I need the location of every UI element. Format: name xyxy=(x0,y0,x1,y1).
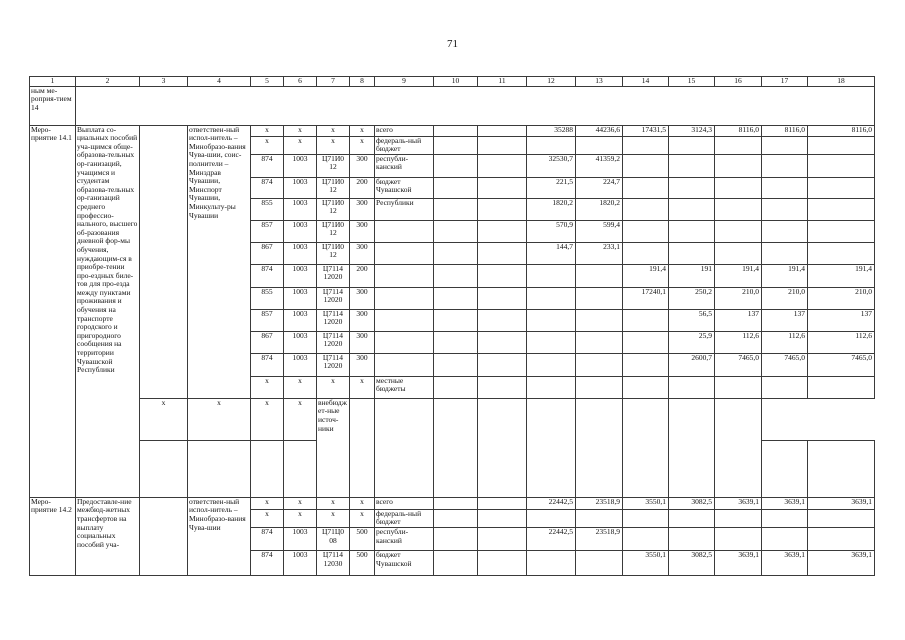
table-cell xyxy=(434,220,478,242)
column-number-14: 14 xyxy=(623,77,669,87)
table-cell: 8116,0 xyxy=(715,125,762,136)
table-cell xyxy=(623,198,669,220)
table-cell xyxy=(623,309,669,331)
table-cell: 855 xyxy=(251,198,284,220)
table-cell xyxy=(188,440,251,497)
table-cell: 570,9 xyxy=(527,220,576,242)
table-cell: Ц7114 12020 xyxy=(317,353,350,376)
table-cell: бюджет Чувашской xyxy=(375,550,434,575)
table-cell: всего xyxy=(375,125,434,136)
budget-table xyxy=(29,76,875,576)
table-cell: 3639,1 xyxy=(808,497,875,509)
table-cell xyxy=(478,309,527,331)
table-cell: 41359,2 xyxy=(576,154,623,177)
table-cell xyxy=(669,220,715,242)
table-cell xyxy=(762,220,808,242)
table-cell xyxy=(576,331,623,353)
table-cell xyxy=(375,398,434,497)
table-cell xyxy=(669,198,715,220)
table-cell: 221,5 xyxy=(527,177,576,198)
column-number-13: 13 xyxy=(576,77,623,87)
table-cell: 874 xyxy=(251,264,284,287)
table-cell xyxy=(478,398,527,497)
table-cell: x xyxy=(350,497,375,509)
table-cell: 300 xyxy=(350,154,375,177)
table-cell xyxy=(527,398,576,497)
table-cell: x xyxy=(188,398,251,440)
column-number-17: 17 xyxy=(762,77,808,87)
table-cell xyxy=(715,177,762,198)
table-cell xyxy=(434,497,478,509)
table-cell xyxy=(715,376,762,398)
table-cell xyxy=(478,331,527,353)
table-cell xyxy=(669,242,715,264)
table-cell: Ц71И0 12 xyxy=(317,154,350,177)
table-cell xyxy=(434,136,478,154)
table-cell: Ц7114 12020 xyxy=(317,287,350,309)
table-cell xyxy=(478,353,527,376)
column-number-10: 10 xyxy=(434,77,478,87)
table-cell: 112,6 xyxy=(715,331,762,353)
table-cell: Ц71Ц0 08 xyxy=(317,527,350,550)
table-cell: 200 xyxy=(350,264,375,287)
table-cell: федераль-ный бюджет xyxy=(375,509,434,527)
table-cell xyxy=(434,198,478,220)
table-cell: 855 xyxy=(251,287,284,309)
table-cell xyxy=(434,309,478,331)
table-cell xyxy=(140,497,188,575)
table-cell: ответствен-ный испол-нитель – Минобразо-вания Чува-шии xyxy=(188,497,251,575)
table-cell xyxy=(478,154,527,177)
table-cell: 8116,0 xyxy=(808,125,875,136)
table-cell: 1003 xyxy=(284,198,317,220)
table-cell: 300 xyxy=(350,220,375,242)
table-cell: 3082,5 xyxy=(669,497,715,509)
table-body xyxy=(30,77,875,576)
table-cell xyxy=(527,550,576,575)
table-cell: 8116,0 xyxy=(762,125,808,136)
table-cell xyxy=(808,509,875,527)
table-cell: 300 xyxy=(350,353,375,376)
table-cell: 22442,5 xyxy=(527,497,576,509)
table-cell: 3639,1 xyxy=(762,497,808,509)
table-cell: 874 xyxy=(251,177,284,198)
table-cell xyxy=(715,242,762,264)
table-cell: 874 xyxy=(251,154,284,177)
table-cell: 1820,2 xyxy=(527,198,576,220)
table-cell: 137 xyxy=(808,309,875,331)
table-cell xyxy=(434,353,478,376)
table-cell: 857 xyxy=(251,220,284,242)
table-cell: 1003 xyxy=(284,309,317,331)
table-cell: федераль-ный бюджет xyxy=(375,136,434,154)
table-cell: 857 xyxy=(251,309,284,331)
table-cell xyxy=(434,398,478,497)
table-cell: 500 xyxy=(350,527,375,550)
table-cell xyxy=(576,309,623,331)
table-cell xyxy=(76,86,875,125)
table-cell: 23518,9 xyxy=(576,497,623,509)
table-cell xyxy=(434,376,478,398)
table-cell xyxy=(623,509,669,527)
table-cell xyxy=(527,509,576,527)
table-cell: 1003 xyxy=(284,550,317,575)
table-cell: x xyxy=(317,497,350,509)
table-cell: x xyxy=(284,509,317,527)
table-cell xyxy=(669,177,715,198)
table-cell: внебюджет-ные источ-ники xyxy=(317,398,350,497)
table-cell xyxy=(375,220,434,242)
table-cell xyxy=(478,242,527,264)
table-cell xyxy=(669,527,715,550)
table-cell xyxy=(715,509,762,527)
table-cell: 210,0 xyxy=(808,287,875,309)
table-cell: 191,4 xyxy=(762,264,808,287)
table-cell: всего xyxy=(375,497,434,509)
table-cell: x xyxy=(140,398,188,440)
table-cell xyxy=(762,509,808,527)
table-cell xyxy=(434,242,478,264)
table-cell xyxy=(715,198,762,220)
column-number-3: 3 xyxy=(140,77,188,87)
table-cell xyxy=(762,440,808,497)
table-cell: 1003 xyxy=(284,287,317,309)
table-cell: Предоставле-ние межбюд-жетных трансфертов на выплату социальных пособий уча- xyxy=(76,497,140,575)
table-cell xyxy=(434,287,478,309)
table-cell: x xyxy=(284,398,317,440)
table-cell: Ц7114 12020 xyxy=(317,331,350,353)
table-cell xyxy=(576,136,623,154)
table-cell xyxy=(669,136,715,154)
table-row xyxy=(30,497,875,509)
table-cell xyxy=(434,509,478,527)
table-cell: 3639,1 xyxy=(808,550,875,575)
table-cell xyxy=(808,177,875,198)
table-cell: Меро-приятие 14.2 xyxy=(30,497,76,575)
table-cell xyxy=(527,264,576,287)
table-cell: Ц7114 12030 xyxy=(317,550,350,575)
table-cell: Ц71И0 12 xyxy=(317,220,350,242)
table-cell: 200 xyxy=(350,177,375,198)
table-cell xyxy=(623,154,669,177)
column-number-7: 7 xyxy=(317,77,350,87)
table-cell xyxy=(375,242,434,264)
table-cell xyxy=(478,550,527,575)
table-cell: 3639,1 xyxy=(762,550,808,575)
table-cell xyxy=(140,125,188,398)
table-cell xyxy=(576,398,623,497)
table-cell: 300 xyxy=(350,287,375,309)
table-cell xyxy=(375,264,434,287)
table-cell: 44236,6 xyxy=(576,125,623,136)
table-row xyxy=(30,398,875,440)
table-cell: местные бюджеты xyxy=(375,376,434,398)
table-cell: ответствен-ный испол-нитель – Минобразо-вания Чува-шии, соис-полнители – Минздрав Чувашии, Минспорт Чувашии, Минкульту-ры Чувашии xyxy=(188,125,251,398)
table-cell xyxy=(434,154,478,177)
table-cell xyxy=(715,527,762,550)
table-cell: 7465,0 xyxy=(762,353,808,376)
table-cell: 112,6 xyxy=(762,331,808,353)
table-cell: ным ме-роприя-тием 14 xyxy=(30,86,76,125)
table-cell xyxy=(576,264,623,287)
table-cell xyxy=(808,242,875,264)
table-cell: Ц7114 12020 xyxy=(317,264,350,287)
column-number-5: 5 xyxy=(251,77,284,87)
table-cell xyxy=(808,154,875,177)
budget-table-container xyxy=(29,76,874,572)
table-cell: 144,7 xyxy=(527,242,576,264)
table-cell xyxy=(434,177,478,198)
table-cell: 191,4 xyxy=(715,264,762,287)
table-cell xyxy=(375,353,434,376)
table-cell xyxy=(669,509,715,527)
table-cell: 874 xyxy=(251,353,284,376)
table-cell: Ц7114 12020 xyxy=(317,309,350,331)
table-cell xyxy=(576,509,623,527)
table-cell: 191 xyxy=(669,264,715,287)
table-cell: 17431,5 xyxy=(623,125,669,136)
table-cell xyxy=(808,527,875,550)
table-cell xyxy=(762,154,808,177)
table-cell: 1003 xyxy=(284,353,317,376)
table-cell xyxy=(762,177,808,198)
table-cell xyxy=(478,497,527,509)
table-cell: 112,6 xyxy=(808,331,875,353)
table-cell xyxy=(251,440,284,497)
table-cell xyxy=(434,331,478,353)
table-row xyxy=(30,125,875,136)
table-cell: 3550,1 xyxy=(623,550,669,575)
table-cell xyxy=(623,242,669,264)
table-cell: x xyxy=(251,376,284,398)
table-cell xyxy=(808,220,875,242)
table-cell: 1003 xyxy=(284,527,317,550)
table-cell: x xyxy=(350,136,375,154)
table-cell xyxy=(375,331,434,353)
table-cell xyxy=(669,398,715,497)
table-cell xyxy=(623,527,669,550)
column-number-18: 18 xyxy=(808,77,875,87)
table-cell: 191,4 xyxy=(623,264,669,287)
table-cell xyxy=(478,220,527,242)
table-cell: x xyxy=(317,125,350,136)
table-cell xyxy=(762,242,808,264)
column-number-15: 15 xyxy=(669,77,715,87)
table-cell xyxy=(478,177,527,198)
table-cell: республи-канский xyxy=(375,527,434,550)
table-cell: x xyxy=(284,136,317,154)
column-number-4: 4 xyxy=(188,77,251,87)
table-cell xyxy=(623,177,669,198)
table-cell: 137 xyxy=(762,309,808,331)
table-cell: 25,9 xyxy=(669,331,715,353)
table-cell xyxy=(140,440,188,497)
table-cell: Ц71И0 12 xyxy=(317,177,350,198)
table-cell xyxy=(478,198,527,220)
table-cell xyxy=(762,136,808,154)
table-cell: 1820,2 xyxy=(576,198,623,220)
table-cell: 224,7 xyxy=(576,177,623,198)
column-number-9: 9 xyxy=(375,77,434,87)
table-cell xyxy=(623,353,669,376)
table-cell xyxy=(478,125,527,136)
table-cell: 7465,0 xyxy=(715,353,762,376)
table-cell: x xyxy=(284,125,317,136)
table-cell: республи-канский xyxy=(375,154,434,177)
table-cell: 3639,1 xyxy=(715,497,762,509)
table-cell: 56,5 xyxy=(669,309,715,331)
table-cell: 867 xyxy=(251,331,284,353)
column-number-11: 11 xyxy=(478,77,527,87)
table-cell xyxy=(576,376,623,398)
table-cell: 137 xyxy=(715,309,762,331)
page-number: 71 xyxy=(447,38,458,50)
table-cell xyxy=(527,309,576,331)
table-cell: 191,4 xyxy=(808,264,875,287)
table-cell xyxy=(434,550,478,575)
table-cell xyxy=(527,353,576,376)
column-number-2: 2 xyxy=(76,77,140,87)
table-cell: 300 xyxy=(350,309,375,331)
table-cell: x xyxy=(251,136,284,154)
table-cell: 874 xyxy=(251,527,284,550)
table-cell xyxy=(623,376,669,398)
table-row xyxy=(30,86,875,125)
table-cell: 599,4 xyxy=(576,220,623,242)
table-cell: x xyxy=(251,125,284,136)
table-cell xyxy=(762,527,808,550)
table-cell: 300 xyxy=(350,198,375,220)
table-cell: x xyxy=(317,509,350,527)
table-cell: 233,1 xyxy=(576,242,623,264)
table-cell: 1003 xyxy=(284,177,317,198)
table-cell: бюджет Чувашской xyxy=(375,177,434,198)
table-cell: x xyxy=(350,125,375,136)
column-number-1: 1 xyxy=(30,77,76,87)
table-cell: x xyxy=(251,398,284,440)
table-cell xyxy=(808,198,875,220)
table-cell xyxy=(527,136,576,154)
table-cell: 1003 xyxy=(284,220,317,242)
table-cell: 32530,7 xyxy=(527,154,576,177)
table-cell xyxy=(808,376,875,398)
table-cell: 3550,1 xyxy=(623,497,669,509)
table-cell xyxy=(576,550,623,575)
table-cell xyxy=(808,440,875,497)
table-cell xyxy=(623,136,669,154)
table-cell xyxy=(527,287,576,309)
table-cell xyxy=(478,264,527,287)
table-cell: 867 xyxy=(251,242,284,264)
table-cell: x xyxy=(317,136,350,154)
table-cell xyxy=(715,398,762,497)
column-number-12: 12 xyxy=(527,77,576,87)
table-cell: 23518,9 xyxy=(576,527,623,550)
table-cell xyxy=(527,331,576,353)
column-number-16: 16 xyxy=(715,77,762,87)
table-cell xyxy=(527,376,576,398)
table-cell: x xyxy=(350,376,375,398)
table-cell: Меро-приятие 14.1 xyxy=(30,125,76,497)
table-cell xyxy=(623,331,669,353)
table-cell: 210,0 xyxy=(715,287,762,309)
table-cell xyxy=(478,527,527,550)
table-cell xyxy=(478,376,527,398)
table-cell xyxy=(715,220,762,242)
table-cell: 3082,5 xyxy=(669,550,715,575)
column-number-6: 6 xyxy=(284,77,317,87)
table-cell xyxy=(375,287,434,309)
table-cell: 35288 xyxy=(527,125,576,136)
table-cell xyxy=(669,154,715,177)
table-cell: 22442,5 xyxy=(527,527,576,550)
table-cell: 1003 xyxy=(284,242,317,264)
table-cell xyxy=(576,287,623,309)
table-cell xyxy=(669,376,715,398)
table-cell: x xyxy=(284,497,317,509)
table-cell: x xyxy=(317,376,350,398)
table-cell: Республики xyxy=(375,198,434,220)
table-cell: x xyxy=(350,509,375,527)
table-cell: x xyxy=(251,509,284,527)
table-cell xyxy=(434,264,478,287)
table-cell xyxy=(375,309,434,331)
table-cell: 1003 xyxy=(284,331,317,353)
table-cell: 874 xyxy=(251,550,284,575)
table-cell xyxy=(623,220,669,242)
table-cell: 3639,1 xyxy=(715,550,762,575)
table-cell: x xyxy=(251,497,284,509)
table-cell: Выплата со-циальных пособий уча-щимся обще-образова-тельных ор-ганизаций, учащимся и студентам образова-тельных ор-ганизаций среднего профессио-нального, высшего об-разования дневной фор-мы обучения, нуждающим-ся в приобре-тении про-ездных биле-тов для про-езда между пунктами проживания и обучения на транспорте городского и пригородного сообщения на территории Чувашской Республики xyxy=(76,125,140,497)
table-cell xyxy=(715,136,762,154)
table-cell xyxy=(478,136,527,154)
table-cell: 1003 xyxy=(284,154,317,177)
table-cell xyxy=(434,125,478,136)
table-cell: 300 xyxy=(350,331,375,353)
table-cell xyxy=(623,398,669,497)
table-cell xyxy=(762,376,808,398)
table-cell: 7465,0 xyxy=(808,353,875,376)
table-cell: 3124,3 xyxy=(669,125,715,136)
table-cell xyxy=(284,440,317,497)
table-cell: 500 xyxy=(350,550,375,575)
table-cell xyxy=(350,398,375,497)
table-cell: 250,2 xyxy=(669,287,715,309)
column-number-row xyxy=(30,77,875,87)
table-cell: 2600,7 xyxy=(669,353,715,376)
table-cell xyxy=(715,154,762,177)
table-cell: 17240,1 xyxy=(623,287,669,309)
table-cell: 1003 xyxy=(284,264,317,287)
column-number-8: 8 xyxy=(350,77,375,87)
table-cell: 210,0 xyxy=(762,287,808,309)
table-cell: Ц71И0 12 xyxy=(317,198,350,220)
table-cell: 300 xyxy=(350,242,375,264)
table-cell xyxy=(434,527,478,550)
table-cell xyxy=(478,509,527,527)
table-cell xyxy=(762,198,808,220)
table-cell: Ц71И0 12 xyxy=(317,242,350,264)
table-cell xyxy=(478,287,527,309)
table-cell xyxy=(808,136,875,154)
table-cell xyxy=(576,353,623,376)
table-cell: x xyxy=(284,376,317,398)
